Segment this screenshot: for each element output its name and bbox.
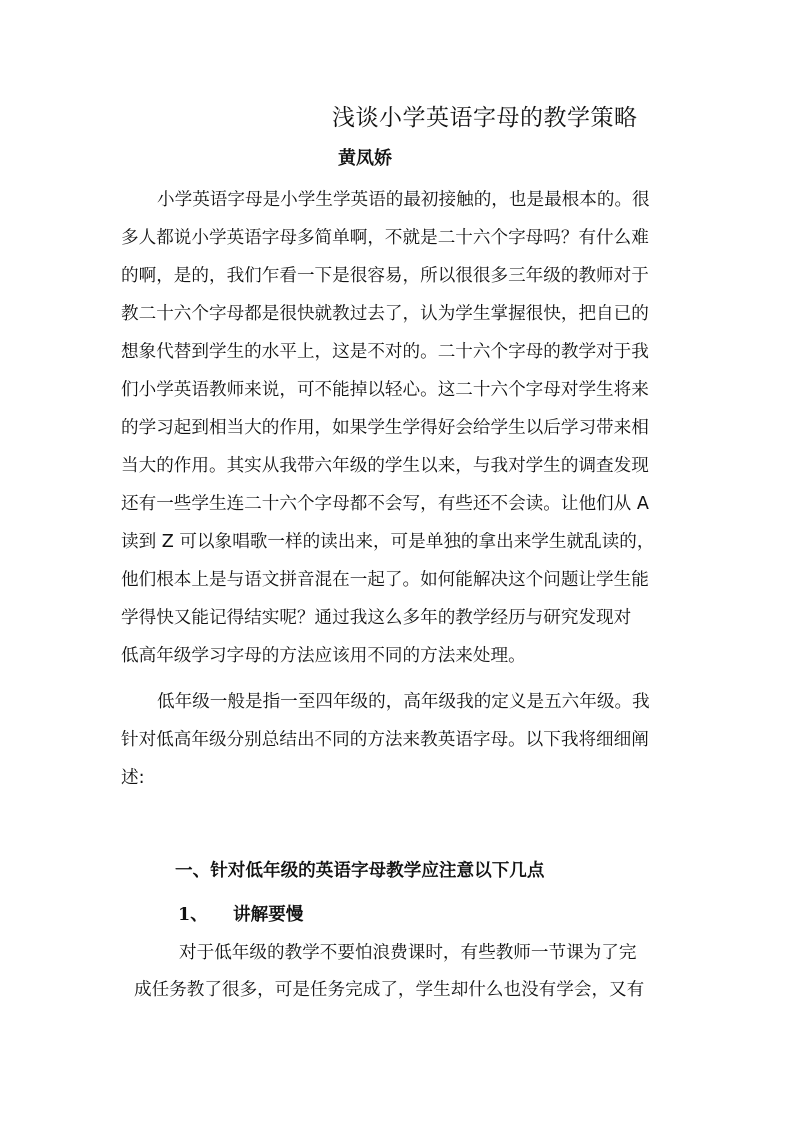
paragraph-line: 教二十六个字母都是很快就教过去了，认为学生掌握很快，把自已的: [121, 304, 649, 324]
paragraph-line: 们小学英语教师来说，可不能掉以轻心。这二十六个字母对学生将来: [121, 380, 649, 400]
paragraph-line: 读到 Z 可以象唱歌一样的读出来，可是单独的拿出来学生就乱读的，: [121, 532, 655, 552]
paragraph-line: 针对低高年级分别总结出不同的方法来教英语字母。以下我将细细阐: [121, 730, 649, 750]
subsection-title: 讲解要慢: [233, 904, 304, 925]
paragraph-line: 对于低年级的教学不要怕浪费课时，有些教师一节课为了完: [179, 943, 637, 963]
paragraph-line: 低年级一般是指一至四年级的，高年级我的定义是五六年级。我: [157, 692, 650, 712]
author-name: 黄凤娇: [338, 148, 392, 169]
section-heading: 一、针对低年级的英语字母教学应注意以下几点: [175, 860, 545, 881]
paragraph-line: 他们根本上是与语文拼音混在一起了。如何能解决这个问题让学生能: [121, 570, 649, 590]
paragraph-line: 多人都说小学英语字母多简单啊，不就是二十六个字母吗？有什么难: [121, 228, 649, 248]
paragraph-line: 学得快又能记得结实呢？通过我这么多年的教学经历与研究发现对: [121, 608, 632, 628]
document-title: 浅谈小学英语字母的教学策略: [332, 105, 638, 131]
paragraph-line: 还有一些学生连二十六个字母都不会写，有些还不会读。让他们从 A: [121, 494, 649, 514]
subsection-number: 1、: [178, 904, 208, 925]
paragraph-line: 成任务教了很多，可是任务完成了，学生却什么也没有学会，又有: [134, 980, 645, 1000]
paragraph-1: [121, 181, 721, 675]
paragraph-line: 小学英语字母是小学生学英语的最初接触的，也是最根本的。很: [157, 190, 650, 210]
paragraph-2: [121, 683, 721, 797]
paragraph-line: 述:: [121, 768, 145, 788]
subsection-heading: [178, 900, 303, 930]
paragraph-line: 的啊，是的，我们乍看一下是很容易，所以很很多三年级的教师对于: [121, 266, 649, 286]
paragraph-3: [121, 935, 721, 1009]
paragraph-line: 当大的作用。其实从我带六年级的学生以来，与我对学生的调查发现: [121, 456, 649, 476]
paragraph-line: 低高年级学习字母的方法应该用不同的方法来处理。: [121, 646, 526, 666]
paragraph-line: 的学习起到相当大的作用，如果学生学得好会给学生以后学习带来相: [121, 418, 649, 438]
paragraph-line: 想象代替到学生的水平上，这是不对的。二十六个字母的教学对于我: [121, 342, 649, 362]
